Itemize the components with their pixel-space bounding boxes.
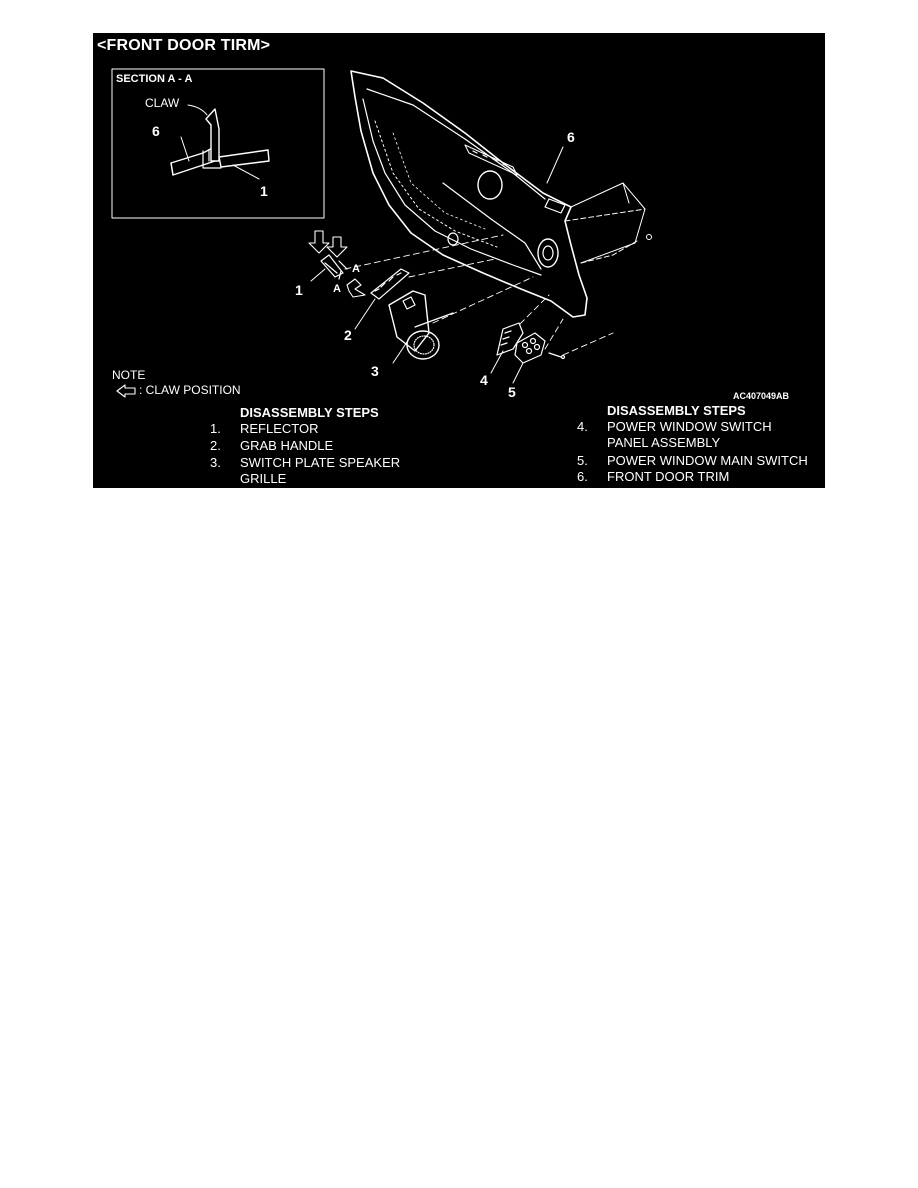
step-1-number: 1. — [210, 421, 221, 436]
section-heading: SECTION A - A — [116, 73, 193, 85]
callout-1: 1 — [295, 282, 303, 298]
step-6-label: FRONT DOOR TRIM — [607, 469, 730, 484]
section-mark-a-upper: A — [352, 263, 360, 275]
page-title: <FRONT DOOR TIRM> — [97, 37, 271, 54]
main-switch-part-5 — [513, 333, 565, 383]
note-heading: NOTE — [112, 368, 146, 382]
callout-6-leader — [547, 147, 563, 183]
section-claw-drawing — [171, 105, 269, 179]
section-callout-6: 6 — [152, 123, 160, 139]
callout-6: 6 — [567, 129, 575, 145]
steps-right-heading: DISASSEMBLY STEPS — [607, 403, 746, 418]
claw-arrow-icon — [117, 385, 135, 397]
note-legend: : CLAW POSITION — [139, 383, 241, 397]
step-4-label-line-1: POWER WINDOW SWITCH — [607, 419, 772, 434]
step-4-number: 4. — [577, 419, 588, 434]
step-2-label: GRAB HANDLE — [240, 438, 334, 453]
step-3-label-line-1: SWITCH PLATE SPEAKER — [240, 455, 401, 470]
step-1-label: REFLECTOR — [240, 421, 319, 436]
section-callout-1: 1 — [260, 183, 268, 199]
step-5-label: POWER WINDOW MAIN SWITCH — [607, 453, 808, 468]
diagram-panel — [93, 33, 825, 488]
figure-code: AC407049AB — [733, 391, 790, 401]
steps-left-heading: DISASSEMBLY STEPS — [240, 405, 379, 420]
step-2-number: 2. — [210, 438, 221, 453]
callout-2: 2 — [344, 327, 352, 343]
step-3-number: 3. — [210, 455, 221, 470]
step-4-label-line-2: PANEL ASSEMBLY — [607, 435, 721, 450]
callout-4: 4 — [480, 372, 488, 388]
step-6-number: 6. — [577, 469, 588, 484]
callout-5: 5 — [508, 384, 516, 400]
step-3-label-line-2: GRILLE — [240, 471, 287, 486]
switch-plate-part-3 — [389, 291, 453, 363]
claw-label: CLAW — [145, 96, 180, 110]
section-mark-a-lower: A — [333, 283, 341, 295]
step-5-number: 5. — [577, 453, 588, 468]
callout-3: 3 — [371, 363, 379, 379]
door-inner-frame — [565, 183, 652, 263]
